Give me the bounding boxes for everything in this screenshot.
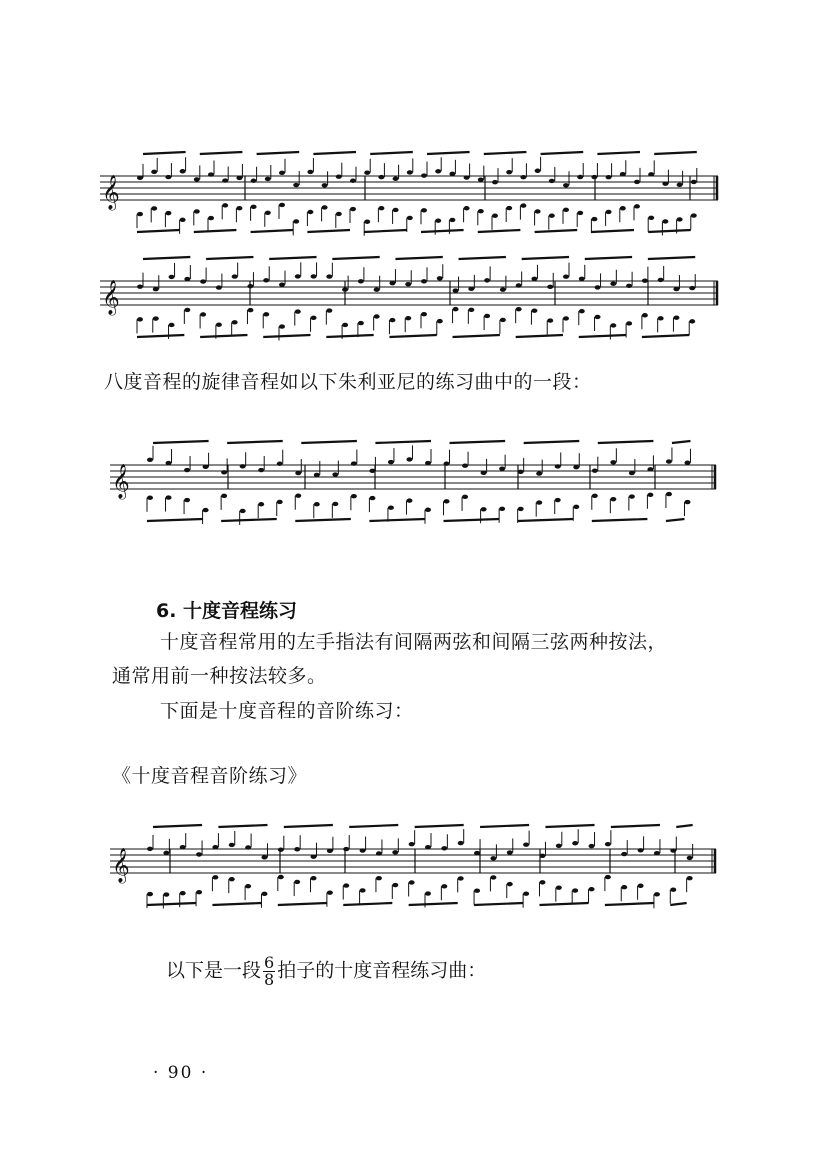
music-staff-1 [100,140,720,240]
paragraph-scale-intro: 下面是十度音程的音阶练习： [160,700,414,722]
music-staff-2 [100,245,720,345]
exercise-title: 《十度音程音阶练习》 [112,765,308,787]
svg-text:𝄞: 𝄞 [102,280,120,315]
music-staff-3-giuliani [110,425,720,535]
paragraph-fingering-1: 十度音程常用的左手指法有间隔两弦和间隔三弦两种按法， [160,631,668,653]
page-number: · 90 · [153,1063,209,1083]
fraction-numerator: 6 [264,953,275,972]
octave-intro-text: 八度音程的旋律音程如以下朱利亚尼的练习曲中的一段： [104,371,592,393]
paragraph-68-before: 以下是一段 [166,959,262,982]
section-heading: 6. 十度音程练习 [156,600,298,622]
music-staff-4-tenth-scale [110,815,720,915]
svg-text:𝄞: 𝄞 [102,175,120,210]
fraction-denominator: 8 [264,970,275,989]
svg-text:𝄞: 𝄞 [112,464,130,499]
time-signature-fraction [263,955,275,988]
paragraph-fingering-2: 通常用前一种按法较多。 [112,665,327,687]
svg-text:𝄞: 𝄞 [112,848,130,883]
paragraph-68-intro [166,955,486,988]
paragraph-68-after: 拍子的十度音程练习曲： [277,959,487,982]
